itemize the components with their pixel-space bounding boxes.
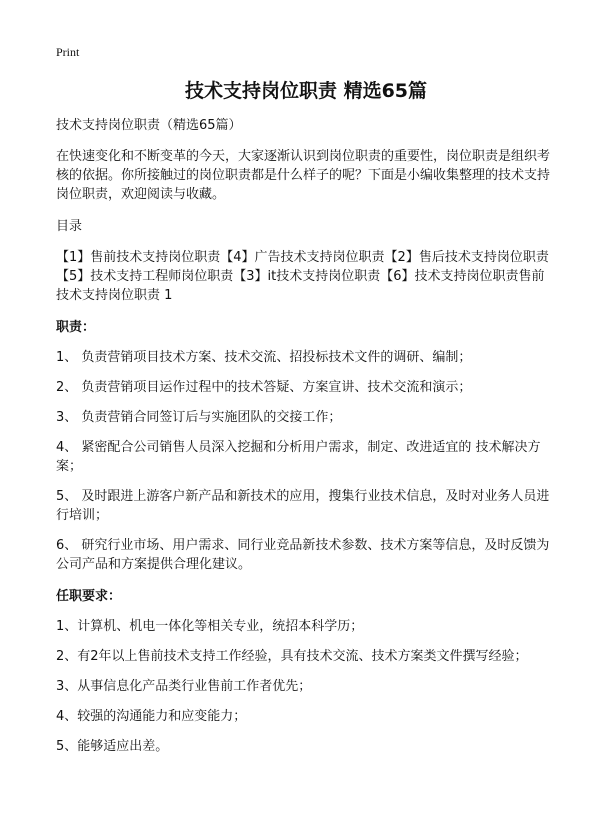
duty-item: 5、 及时跟进上游客户新产品和新技术的应用，搜集行业技术信息，及时对业务人员进行培训； xyxy=(56,489,550,523)
requirements-heading: 任职要求： xyxy=(56,589,122,604)
print-label: Print xyxy=(56,45,80,59)
requirement-item: 3、从事信息化产品类行业售前工作者优先； xyxy=(56,679,312,694)
duty-item: 6、 研究行业市场、用户需求、同行业竞品新技术参数、技术方案等信息，及时反馈为公司产品和方案提供合理化建议。 xyxy=(56,538,550,572)
intro-paragraph: 在快速变化和不断变革的今天，大家逐渐认识到岗位职责的重要性，岗位职责是组织考核的依据。你所接触过的岗位职责都是什么样子的呢？下面是小编收集整理的技术支持岗位职责，欢迎阅读与收藏。 xyxy=(56,149,551,202)
document-title: 技术支持岗位职责 精选65篇 xyxy=(184,80,428,102)
requirement-item: 1、计算机、机电一体化等相关专业，统招本科学历； xyxy=(56,619,364,634)
requirement-item: 2、有2年以上售前技术支持工作经验，具有技术交流、技术方案类文件撰写经验； xyxy=(56,649,528,664)
duties-heading: 职责： xyxy=(56,320,96,335)
requirement-item: 5、能够适应出差。 xyxy=(56,739,169,754)
duty-item: 2、 负责营销项目运作过程中的技术答疑、方案宣讲、技术交流和演示； xyxy=(56,380,472,395)
toc-list: 【1】售前技术支持岗位职责【4】广告技术支持岗位职责【2】售后技术支持岗位职责【5】技术支持工程师岗位职责【3】it技术支持岗位职责【6】技术支持岗位职责售前技术支持岗位职责 1 xyxy=(56,250,549,303)
duty-item: 1、 负责营销项目技术方案、技术交流、招投标技术文件的调研、编制； xyxy=(56,350,472,365)
document-subtitle: 技术支持岗位职责（精选65篇） xyxy=(56,118,242,133)
document-page xyxy=(56,44,556,767)
requirement-item: 4、较强的沟通能力和应变能力； xyxy=(56,709,247,724)
toc-heading: 目录 xyxy=(56,219,83,234)
duty-item: 3、 负责营销合同签订后与实施团队的交接工作； xyxy=(56,410,342,425)
duty-item: 4、 紧密配合公司销售人员深入挖掘和分析用户需求，制定、改进适宜的 技术解决方案； xyxy=(56,440,541,474)
